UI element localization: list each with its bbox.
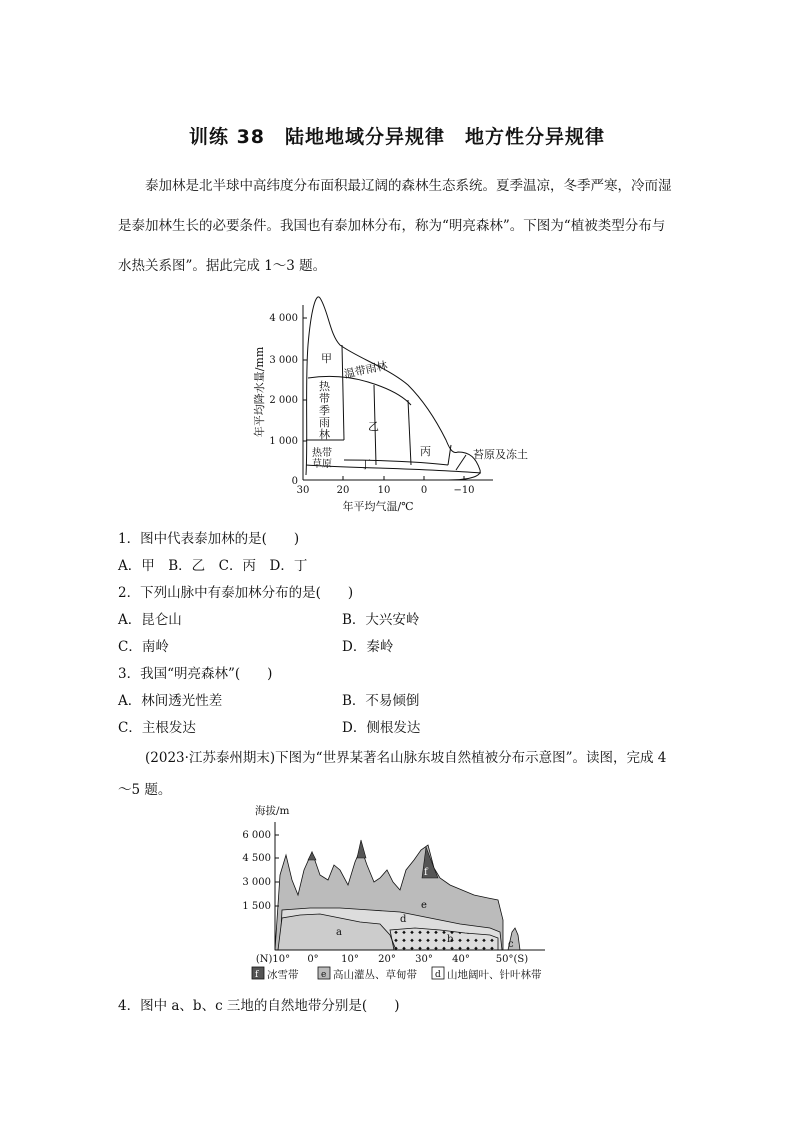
x-tick-40: 40° <box>452 954 470 965</box>
x-tick-30: 30 <box>296 485 310 496</box>
x-tick-20: 20° <box>378 954 396 965</box>
y-tick-4000: 4 000 <box>269 313 298 324</box>
y-tick-1500: 1 500 <box>242 901 271 912</box>
zone-tropical-grassland: 热带草原 <box>312 448 332 470</box>
y-tick-3000: 3 000 <box>242 877 271 888</box>
boundary-tropical-temperate <box>342 345 344 440</box>
outer-boundary <box>306 297 480 480</box>
x-tick-0: 0° <box>307 954 319 965</box>
vegetation-climate-chart <box>248 290 548 515</box>
y-tick-0: 0 <box>291 476 298 487</box>
q3-stem: 3．我国“明亮森林”( ) <box>118 666 273 682</box>
label-e: e <box>421 900 427 911</box>
legend <box>252 967 542 981</box>
x-tick-10: 10° <box>341 954 359 965</box>
x-tick-minus10: −10 <box>453 485 475 496</box>
y-tick-3000: 3 000 <box>269 355 298 366</box>
y-tick-2000: 2 000 <box>269 395 298 406</box>
label-f: f <box>424 867 428 878</box>
tundra-pointer <box>456 455 466 470</box>
label-a: a <box>336 927 342 938</box>
intro-paragraph-1: 泰加林是北半球中高纬度分布面积最辽阔的森林生态系统。夏季温凉，冬季严寒，冷而湿是泰加林生长的必要条件。我国也有泰加林分布，称为“明亮森林”。下图为“植被类型分布与水热关系图”。据此完成 1～3 题。 <box>118 178 672 274</box>
y-axis-label: 海拔/m <box>255 805 290 817</box>
zone-ding: 丁 <box>360 458 371 471</box>
legend-key-f: f <box>255 970 259 980</box>
legend-text-f: 冰雪带 <box>267 969 299 981</box>
y-axis-label: 年平均降水量/mm <box>253 346 266 438</box>
label-b: b <box>447 934 454 945</box>
legend-key-d: d <box>435 970 441 980</box>
peak-f-1 <box>308 852 316 860</box>
label-c: c <box>508 939 514 950</box>
mountain-vegetation-chart <box>240 800 560 990</box>
legend-key-e: e <box>321 970 327 980</box>
x-axis-label: 年平均气温/℃ <box>342 500 414 513</box>
x-tick-n10: (N)10° <box>255 954 291 965</box>
zone-jia: 甲 <box>321 352 332 365</box>
q1-stem: 1．图中代表泰加林的是( ) <box>118 531 300 547</box>
x-tick-10: 10 <box>377 485 391 496</box>
q3-option-d: D．侧根发达 <box>342 720 421 736</box>
q3-option-a: A．林间透光性差 <box>118 693 223 709</box>
legend-text-e: 高山灌丛、草甸带 <box>333 969 417 981</box>
q3-option-c: C．主根发达 <box>118 720 196 736</box>
q4-stem: 4．图中 a、b、c 三地的自然地带分别是( ) <box>118 998 400 1014</box>
q2-option-a: A．昆仑山 <box>118 612 182 628</box>
legend-text-d: 山地阔叶、针叶林带 <box>447 969 542 981</box>
boundary-yi-east <box>408 400 411 465</box>
q2-stem: 2．下列山脉中有泰加林分布的是( ) <box>118 585 354 601</box>
label-d: d <box>400 914 407 925</box>
x-tick-20: 20 <box>336 485 350 496</box>
x-tick-0: 0 <box>420 485 428 496</box>
intro-paragraph-2: (2023·江苏泰州期末)下图为“世界某著名山脉东坡自然植被分布示意图”。读图，完成 4～5 题。 <box>118 750 667 798</box>
q2-option-c: C．南岭 <box>118 639 169 655</box>
y-tick-4500: 4 500 <box>242 853 271 864</box>
zone-tundra: 苔原及冻土 <box>473 448 528 461</box>
q3-option-b: B．不易倾倒 <box>342 693 420 709</box>
q2-option-b: B．大兴安岭 <box>342 612 420 628</box>
q2-option-d: D．秦岭 <box>342 639 394 655</box>
y-tick-1000: 1 000 <box>269 436 298 447</box>
zone-bing: 丙 <box>420 445 431 458</box>
zone-yi: 乙 <box>368 420 379 433</box>
zone-tropical-monsoon-forest: 热带季雨林 <box>319 380 330 441</box>
zone-temperate-rainforest: 温带雨林 <box>342 359 389 381</box>
q1-options: A．甲 B．乙 C．丙 D．丁 <box>118 558 308 574</box>
x-tick-50s: 50°(S) <box>495 954 529 965</box>
page-title: 训练 38 陆地地域分异规律 地方性分异规律 <box>188 126 606 148</box>
y-tick-6000: 6 000 <box>242 830 271 841</box>
boundary-bottom <box>306 465 481 473</box>
peak-f-2 <box>357 840 366 858</box>
x-tick-30: 30° <box>415 954 433 965</box>
